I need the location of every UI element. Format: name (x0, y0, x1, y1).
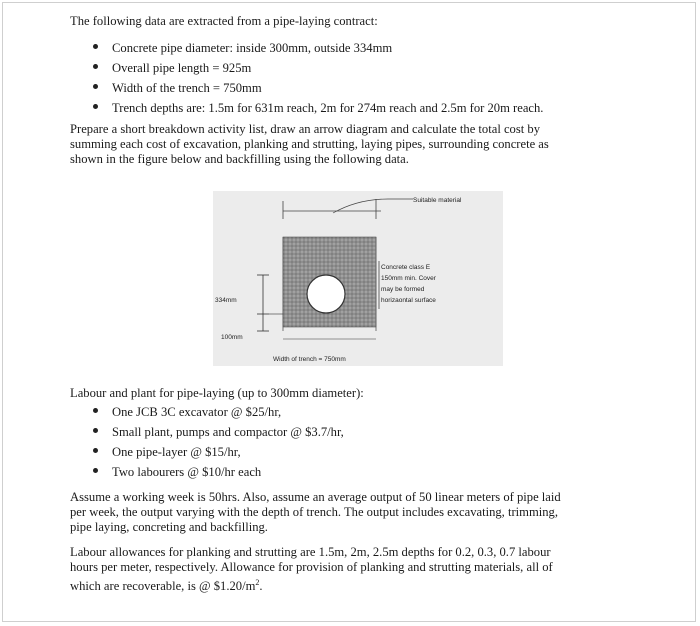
bullet-icon (93, 408, 98, 413)
bedding-depth-label: 100mm (221, 334, 243, 341)
pipe-diameter-label: 334mm (215, 297, 237, 304)
trench-width-label: Width of trench = 750mm (273, 356, 346, 363)
list-item: Two labourers @ $10/hr each (90, 462, 344, 482)
task-paragraph (70, 122, 630, 167)
task-line: summing each cost of excavation, planking and strutting, laying pipes, surrounding concrete as (70, 137, 549, 151)
trench-diagram (213, 191, 503, 366)
allowance-line: Labour allowances for planking and strutting are 1.5m, 2m, 2.5m depths for 0.2, 0.3, 0.7 labour (70, 545, 551, 559)
allowance-paragraph (70, 545, 630, 594)
pipe-circle (307, 275, 345, 313)
list-item: Width of the trench = 750mm (90, 78, 543, 98)
allowance-line: which are recoverable, is @ $\$1.20/m^2$. (70, 578, 263, 594)
task-line: Prepare a short breakdown activity list, draw an arrow diagram and calculate the total cost by (70, 122, 540, 136)
concrete-label: 150mm min. Cover (381, 275, 436, 282)
bullet-icon (93, 448, 98, 453)
suitable-material-label: Suitable material (413, 197, 462, 204)
concrete-label: Concrete class E (381, 264, 431, 271)
assume-line: per week, the output varying with the depth of trench. The output includes excavating, trimming, (70, 505, 559, 519)
bullet-icon (93, 84, 98, 89)
bullet-icon (93, 64, 98, 69)
list-item: Overall pipe length = 925m (90, 58, 543, 78)
list-item: One pipe-layer @ $15/hr, (90, 442, 344, 462)
labour-plant-list (90, 402, 344, 482)
intro-text: The following data are extracted from a pipe-laying contract: (70, 14, 378, 28)
task-line: shown in the figure below and backfilling using the following data. (70, 152, 409, 166)
labour-heading: Labour and plant for pipe-laying (up to 300mm diameter): (70, 386, 364, 400)
contract-data-list (90, 38, 543, 118)
superscript: 2 (255, 578, 260, 587)
allowance-line: hours per meter, respectively. Allowance for provision of planking and strutting materials, all of (70, 560, 553, 574)
concrete-label: horizaontal surface (381, 297, 436, 304)
bullet-icon (93, 428, 98, 433)
list-item: Small plant, pumps and compactor @ $3.7/hr, (90, 422, 344, 442)
list-item: Concrete pipe diameter: inside 300mm, outside 334mm (90, 38, 543, 58)
trench-cross-section-figure (213, 191, 503, 366)
list-item: One JCB 3C excavator @ $25/hr, (90, 402, 344, 422)
bullet-icon (93, 44, 98, 49)
assume-line: pipe laying, concreting and backfilling. (70, 520, 268, 534)
bullet-icon (93, 104, 98, 109)
concrete-label: may be formed (381, 286, 425, 293)
bullet-icon (93, 468, 98, 473)
list-item: Trench depths are: 1.5m for 631m reach, 2m for 274m reach and 2.5m for 20m reach. (90, 98, 543, 118)
assume-line: Assume a working week is 50hrs. Also, assume an average output of 50 linear meters of pipe laid (70, 490, 561, 504)
assumption-paragraph (70, 490, 630, 535)
